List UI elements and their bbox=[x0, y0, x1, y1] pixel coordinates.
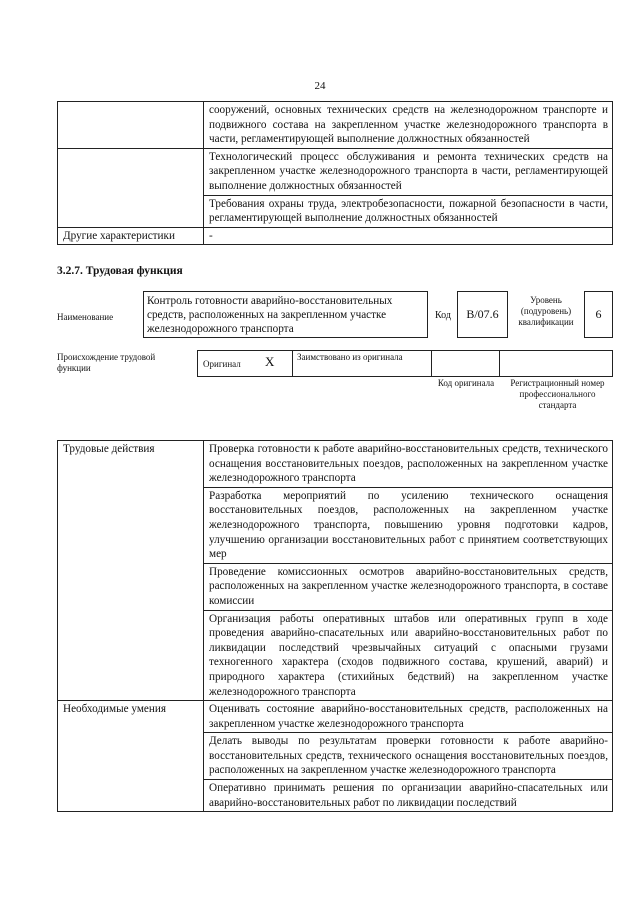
action-item: Проверка готовности к работе аварийно-восстановительных средств, технического оснащения восстановительных поездов, расположенных на закрепленном участке железнодорожного транспорта bbox=[204, 441, 613, 488]
reg-number-caption: Регистрационный номер профессионального стандарта bbox=[510, 378, 605, 410]
action-item: Разработка мероприятий по усилению технического оснащения восстановительных поездов, расположенных на закрепленном участке железнодорожного транспорта, повышению уровня подготовки кадров, улучшению организации восстановительных работ с принятием соответствующих мер bbox=[204, 487, 613, 563]
function-name: Контроль готовности аварийно-восстановительных средств, расположенных на закрепленном участке железнодорожного транспорта bbox=[143, 291, 428, 338]
table-cell-label bbox=[58, 195, 204, 227]
function-code: B/07.6 bbox=[457, 291, 508, 338]
original-mark: X bbox=[265, 354, 275, 369]
origin-row bbox=[197, 350, 613, 377]
table-row bbox=[58, 227, 613, 245]
original-label: Оригинал bbox=[203, 359, 241, 369]
table-cell-label bbox=[58, 148, 204, 195]
table-row bbox=[58, 102, 613, 149]
qualification-level: 6 bbox=[584, 291, 613, 338]
table-cell-text: Технологический процесс обслуживания и ремонта технических средств на закрепленном участке железнодорожного транспорта в части, регламентирующей выполнение должностных обязанностей bbox=[204, 148, 613, 195]
table-row bbox=[58, 701, 613, 733]
skill-item: Оценивать состояние аварийно-восстановительных средств, расположенных на закрепленном участке железнодорожного транспорта bbox=[204, 701, 613, 733]
section-heading: 3.2.7. Трудовая функция bbox=[57, 265, 183, 277]
original-cell bbox=[198, 351, 293, 376]
table-cell-label bbox=[58, 102, 204, 149]
table-cell-text: сооружений, основных технических средств на железнодорожном транспорте и подвижного состава на закрепленном участке железнодорожного транспорта в части, регламентирующей выполнение должностных обязанностей bbox=[204, 102, 613, 149]
table-row bbox=[58, 148, 613, 195]
action-item: Проведение комиссионных осмотров аварийно-восстановительных средств, расположенных на закрепленном участке железнодорожного транспорта, в составе комиссии bbox=[204, 563, 613, 610]
action-item: Организация работы оперативных штабов или оперативных групп в ходе проведения аварийно-спасательных или аварийно-восстановительных работ по ликвидации последствий чрезвычайных ситуаций с опасными грузами техногенного характера (сходов подвижного состава, крушений, аварий) и природного характера (стихийных бедствий) на закрепленном участке железнодорожного транспорта bbox=[204, 610, 613, 701]
level-label: Уровень (подуровень) квалификации bbox=[518, 295, 574, 327]
page-number: 24 bbox=[314, 80, 326, 92]
code-original-cell bbox=[432, 351, 500, 376]
code-original-caption: Код оригинала bbox=[437, 378, 495, 388]
reg-number-cell bbox=[500, 351, 612, 376]
skills-label: Необходимые умения bbox=[58, 701, 204, 812]
table-cell-text: - bbox=[204, 227, 613, 245]
table-cell-text: Требования охраны труда, электробезопасности, пожарной безопасности в части, регламентирующей выполнение должностных обязанностей bbox=[204, 195, 613, 227]
top-table bbox=[57, 101, 613, 245]
skill-item: Оперативно принимать решения по организации аварийно-спасательных или аварийно-восстановительных работ по ликвидации последствий bbox=[204, 780, 613, 812]
table-row bbox=[58, 195, 613, 227]
actions-label: Трудовые действия bbox=[58, 441, 204, 701]
borrowed-cell bbox=[293, 351, 432, 376]
name-label: Наименование bbox=[57, 312, 114, 322]
skill-item: Делать выводы по результатам проверки готовности к работе аварийно-восстановительных средств, технического оснащения восстановительных поездов, расположенных на закрепленном участке железнодорожного транспорта bbox=[204, 733, 613, 780]
table-cell-label: Другие характеристики bbox=[58, 227, 204, 245]
borrowed-label: Заимствовано из оригинала bbox=[297, 352, 403, 362]
main-table bbox=[57, 440, 613, 812]
code-label: Код bbox=[435, 310, 451, 321]
origin-label: Происхождение трудовой функции bbox=[57, 352, 156, 373]
table-row bbox=[58, 441, 613, 488]
